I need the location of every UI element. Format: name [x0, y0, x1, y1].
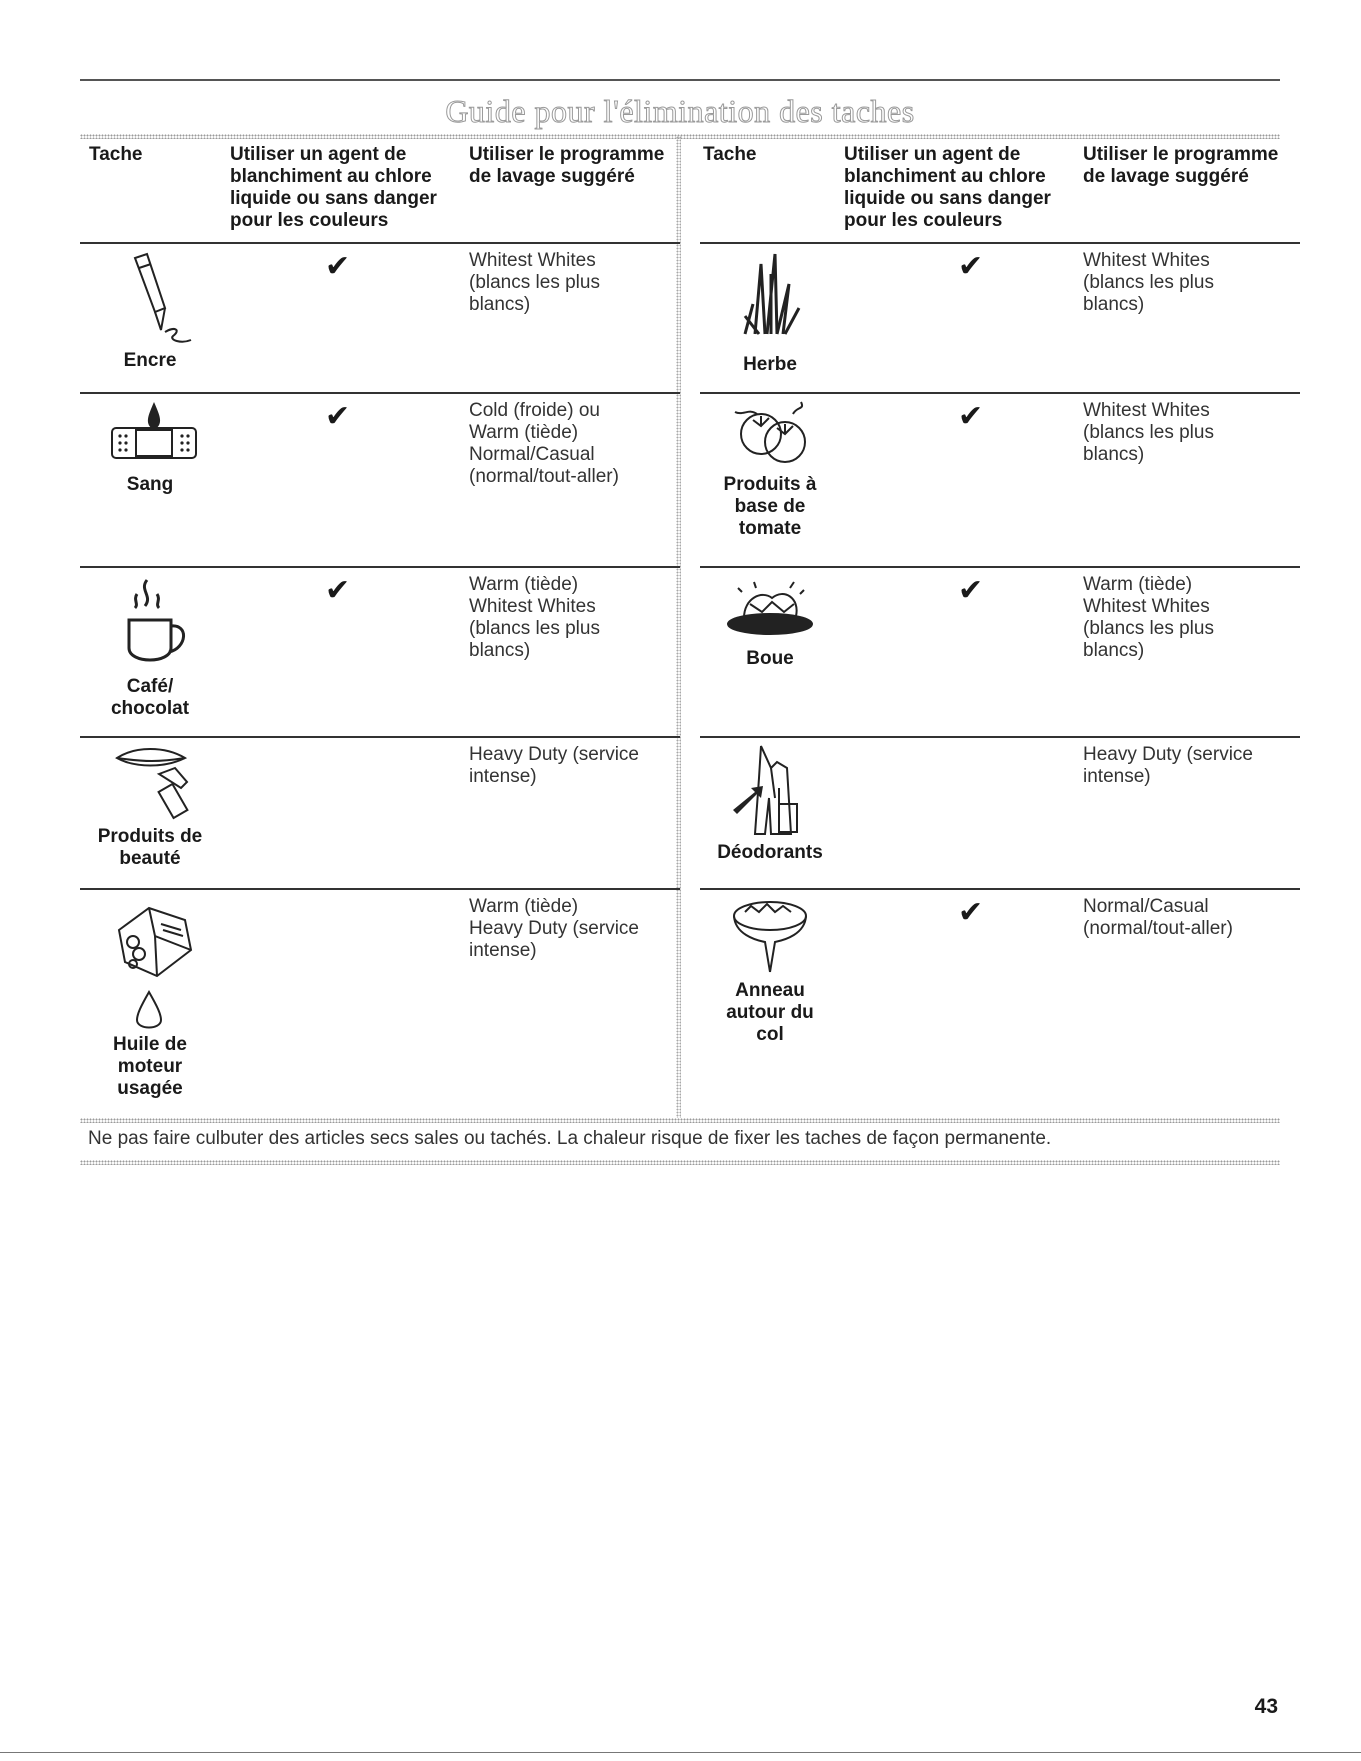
table-row [80, 738, 680, 890]
stain-label: Herbe [743, 354, 797, 375]
header-cycle: Utiliser le programme de lavage suggéré [469, 144, 665, 187]
bleach-check: ✔ [958, 250, 984, 283]
grass-icon [715, 244, 825, 354]
cup-icon [95, 568, 205, 678]
stain-cell [80, 738, 220, 870]
footnote: Ne pas faire culbuter des articles secs sales ou tachés. La chaleur risque de fixer les taches de façon permanente. [88, 1128, 1052, 1149]
table-row [700, 394, 1300, 568]
bleach-check: ✔ [325, 574, 351, 607]
top-rule [80, 79, 1280, 81]
stain-label: Produits de beauté [97, 826, 203, 869]
header-cycle: Utiliser le programme de lavage suggéré [1083, 144, 1279, 187]
footnote-dotted-band-top [80, 1118, 1280, 1123]
footnote-dotted-band-bottom [80, 1160, 1280, 1165]
stain-table-left [80, 141, 680, 1110]
table-row [700, 568, 1300, 738]
collar-icon [715, 890, 825, 980]
page-number: 43 [1254, 1695, 1278, 1718]
lipstick-icon [95, 738, 205, 828]
bleach-check: ✔ [958, 400, 984, 433]
table-row [80, 890, 680, 1110]
wash-cycle: Normal/Casual (normal/tout-aller) [1083, 896, 1233, 939]
manual-page [80, 0, 1280, 1761]
stain-cell [700, 738, 840, 864]
wash-cycle: Warm (tiède) Whitest Whites (blancs les plus blancs) [469, 574, 600, 661]
table-row [700, 244, 1300, 394]
engine-oil-icon [95, 890, 205, 1040]
stain-cell [80, 394, 220, 496]
bleach-check: ✔ [958, 896, 984, 929]
table-header [80, 141, 680, 244]
bleach-check: ✔ [958, 574, 984, 607]
deodorant-icon [715, 738, 825, 848]
bandage-icon [90, 394, 210, 474]
wash-cycle: Whitest Whites (blancs les plus blancs) [469, 250, 600, 315]
stain-label: Déodorants [717, 842, 823, 863]
stain-cell [80, 244, 220, 372]
header-stain: Tache [703, 144, 757, 165]
stain-label: Produits à base de tomate [723, 474, 817, 539]
stain-table-right [700, 141, 1300, 1110]
header-bleach: Utiliser un agent de blanchiment au chlore liquide ou sans danger pour les couleurs [230, 144, 437, 231]
stain-label: Encre [123, 350, 177, 371]
header-bleach: Utiliser un agent de blanchiment au chlore liquide ou sans danger pour les couleurs [844, 144, 1051, 231]
stain-cell [700, 890, 840, 1046]
stain-label: Boue [746, 648, 794, 669]
stain-cell [80, 890, 220, 1100]
table-row [80, 568, 680, 738]
tomato-icon [715, 394, 825, 474]
stain-cell [700, 568, 840, 670]
table-header [700, 141, 1300, 244]
wash-cycle: Warm (tiède) Whitest Whites (blancs les plus blancs) [1083, 574, 1214, 661]
table-row [80, 394, 680, 568]
wash-cycle: Whitest Whites (blancs les plus blancs) [1083, 250, 1214, 315]
stain-label: Sang [126, 474, 174, 495]
stain-label: Anneau autour du col [726, 980, 814, 1045]
wash-cycle: Heavy Duty (service intense) [1083, 744, 1253, 787]
table-row [700, 738, 1300, 890]
wash-cycle: Cold (froide) ou Warm (tiède) Normal/Casual (normal/tout-aller) [469, 400, 619, 487]
mud-icon [710, 568, 830, 648]
bottom-rule [0, 1752, 1361, 1753]
table-row [80, 244, 680, 394]
bleach-check: ✔ [325, 250, 351, 283]
page-title: Guide pour l'élimination des taches [445, 93, 915, 129]
wash-cycle: Whitest Whites (blancs les plus blancs) [1083, 400, 1214, 465]
stain-cell [700, 394, 840, 540]
header-stain: Tache [89, 144, 143, 165]
wash-cycle: Heavy Duty (service intense) [469, 744, 639, 787]
stain-cell [80, 568, 220, 720]
wash-cycle: Warm (tiède) Heavy Duty (service intense) [469, 896, 639, 961]
stain-label: Huile de moteur usagée [113, 1034, 187, 1099]
stain-cell [700, 244, 840, 376]
bleach-check: ✔ [325, 400, 351, 433]
pen-icon [95, 244, 205, 354]
table-row [700, 890, 1300, 1110]
stain-label: Café/ chocolat [110, 676, 190, 719]
